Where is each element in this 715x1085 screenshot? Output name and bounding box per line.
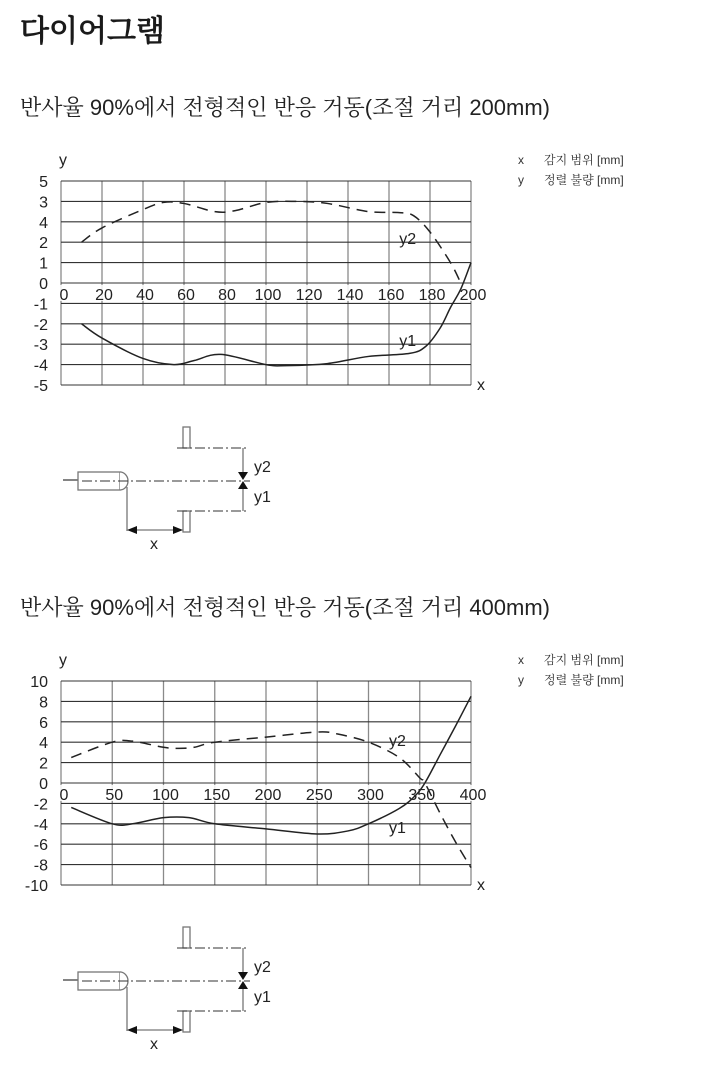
x-tick-label: 0	[59, 287, 69, 304]
y-tick-label: 1	[39, 255, 48, 273]
x-axis-label: x	[477, 377, 485, 394]
x-tick-label: 50	[105, 787, 124, 804]
arrow-right-icon	[173, 1026, 183, 1034]
x-tick-label: 80	[218, 287, 236, 304]
series-y2-label: y2	[399, 231, 417, 249]
y2-dimension-label: y2	[254, 959, 271, 976]
legend-item-y: y 정렬 불량 [mm]	[518, 173, 624, 187]
y-tick-label: -1	[33, 296, 48, 314]
x-dimension-label: x	[150, 1036, 158, 1053]
y-tick-label: 5	[39, 174, 48, 191]
series-y1-label: y1	[389, 819, 406, 837]
arrow-left-icon	[127, 1026, 137, 1034]
y1-dimension-label: y1	[254, 989, 271, 1006]
reflector-top	[183, 427, 190, 448]
x-tick-label: 140	[336, 287, 364, 304]
chart-1-legend	[518, 150, 624, 190]
legend-item-x: x 감지 범위 [mm]	[518, 653, 624, 667]
y-tick-label: -5	[33, 378, 48, 395]
page-title: 다이어그램	[20, 15, 165, 48]
y-axis-label: y	[59, 152, 67, 169]
arrow-up-icon	[238, 981, 248, 989]
y-axis-label: y	[59, 652, 67, 669]
x-tick-label: 300	[357, 787, 384, 804]
x-tick-label: 100	[254, 287, 282, 304]
x-tick-label: 160	[377, 287, 405, 304]
y-tick-label: -8	[33, 857, 48, 875]
y2-dimension-label: y2	[254, 459, 271, 476]
x-axis-label: x	[477, 877, 485, 894]
x-tick-label: 120	[295, 287, 323, 304]
sensor-diagram-1	[0, 0, 300, 560]
y-tick-label: -2	[33, 316, 48, 334]
y-tick-label: 0	[39, 776, 48, 793]
y-tick-label: 0	[39, 276, 48, 293]
legend-item-x: x 감지 범위 [mm]	[518, 153, 624, 167]
x-tick-label: 0	[59, 787, 69, 804]
chart-1-title: 반사율 90%에서 전형적인 반응 거동(조절 거리 200mm)	[20, 95, 551, 120]
chart-2-legend	[518, 650, 624, 690]
series-y1-label: y1	[399, 333, 417, 351]
x-tick-label: 60	[177, 287, 195, 304]
arrow-down-icon	[238, 472, 248, 480]
arrow-down-icon	[238, 972, 248, 980]
y-tick-label: 6	[39, 714, 48, 732]
y1-dimension-label: y1	[254, 489, 271, 506]
x-tick-label: 200	[459, 287, 487, 304]
y-tick-label: -10	[24, 878, 48, 895]
x-tick-label: 250	[305, 787, 333, 804]
y-tick-label: 8	[39, 694, 48, 712]
legend-item-y: y 정렬 불량 [mm]	[518, 673, 624, 687]
y-tick-label: -4	[33, 816, 48, 834]
x-tick-label: 150	[203, 787, 231, 804]
sensor-diagram-2	[0, 500, 300, 1060]
reflector-top	[183, 927, 190, 948]
x-dimension-label: x	[150, 536, 158, 553]
x-tick-label: 40	[136, 287, 154, 304]
y-tick-label: -4	[33, 357, 48, 375]
x-tick-label: 350	[408, 787, 436, 804]
x-tick-label: 400	[459, 787, 487, 804]
series-y2-label: y2	[389, 733, 406, 751]
x-tick-label: 100	[152, 787, 179, 804]
y-tick-label: 2	[39, 235, 48, 253]
x-tick-label: 200	[254, 787, 282, 804]
x-tick-label: 180	[418, 287, 446, 304]
y-tick-label: 4	[39, 214, 48, 232]
y-tick-label: 4	[39, 735, 48, 753]
y-tick-label: 10	[30, 674, 48, 691]
y-tick-label: -6	[33, 837, 48, 855]
x-tick-label: 20	[95, 287, 113, 304]
chart-2-title: 반사율 90%에서 전형적인 반응 거동(조절 거리 400mm)	[20, 595, 551, 620]
y-tick-label: 2	[39, 755, 48, 773]
y-tick-label: -2	[33, 796, 48, 814]
arrow-up-icon	[238, 481, 248, 489]
y-tick-label: -3	[33, 337, 48, 355]
reflector-bottom	[183, 1011, 190, 1032]
y-tick-label: 3	[39, 194, 48, 212]
